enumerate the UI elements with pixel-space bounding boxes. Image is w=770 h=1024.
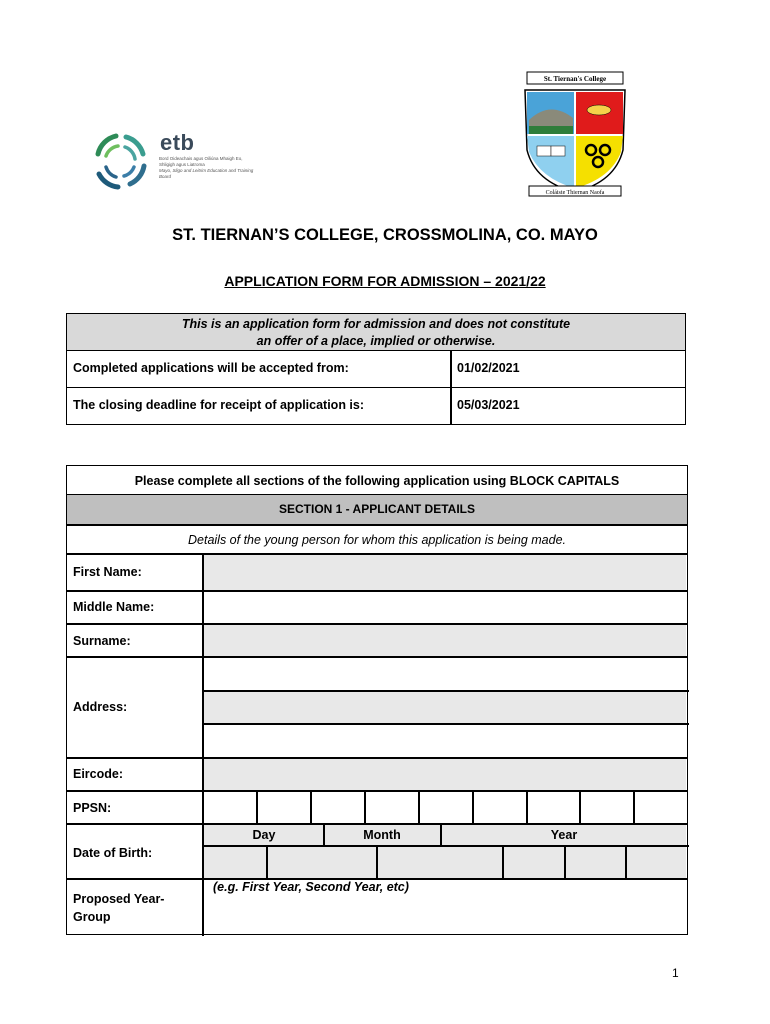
accepted-from-row: [67, 351, 685, 388]
etb-subtitle: [159, 156, 259, 180]
etb-english-line: Mayo, Sligo and Leitrim Education and Training Board: [159, 168, 254, 179]
address-line-1-field[interactable]: [204, 658, 686, 689]
first-name-field[interactable]: [204, 555, 686, 590]
svg-text:Coláiste Thiernan Naofa: Coláiste Thiernan Naofa: [545, 190, 605, 196]
address-line-2-field[interactable]: [204, 692, 686, 723]
year-group-hint-text: (e.g. First Year, Second Year, etc): [213, 880, 409, 894]
etb-irish-line: Bord Oideachais agus Oiliúna Mhaigh Eo, Shligigh agus Liatroma: [159, 156, 243, 167]
dob-input-row[interactable]: [204, 847, 686, 878]
ppsn-boxes[interactable]: [204, 792, 686, 822]
applicant-details-form: [66, 465, 688, 935]
divider: [450, 388, 452, 425]
ppsn-label: PPSN:: [73, 801, 112, 815]
year-group-field[interactable]: [204, 880, 686, 933]
svg-text:St. Tiernan's College: St. Tiernan's College: [543, 75, 607, 83]
divider: [450, 351, 452, 387]
closing-deadline-row: [67, 388, 685, 425]
etb-wordmark: etb: [160, 130, 195, 155]
accepted-from-label: Completed applications will be accepted from:: [73, 361, 349, 375]
disclaimer-line-1: This is an application form for admission and does not constitute: [181, 317, 571, 331]
address-label: Address:: [73, 700, 128, 714]
year-group-label-line-2: Group: [73, 910, 111, 924]
admission-info-box: [66, 313, 686, 425]
year-group-label-line-1: Proposed Year-: [73, 892, 165, 906]
middle-name-label: Middle Name:: [73, 600, 155, 614]
college-crest: [515, 70, 635, 200]
first-name-label: First Name:: [73, 565, 142, 579]
eircode-label: Eircode:: [73, 767, 124, 781]
page-number: 1: [672, 966, 679, 980]
address-line-3-field[interactable]: [204, 725, 686, 756]
date-of-birth-label: Date of Birth:: [73, 846, 153, 860]
disclaimer-line-2: an offer of a place, implied or otherwise.: [256, 334, 496, 348]
eircode-field[interactable]: [204, 759, 686, 790]
form-title-text: APPLICATION FORM FOR ADMISSION – 2021/22: [224, 273, 546, 289]
section-1-header: SECTION 1 - APPLICANT DETAILS: [67, 495, 687, 524]
section-1-subtitle: Details of the young person for whom this application is being made.: [188, 533, 566, 547]
accepted-from-date: 01/02/2021: [457, 361, 520, 375]
surname-label: Surname:: [73, 634, 131, 648]
surname-field[interactable]: [204, 625, 686, 656]
closing-deadline-date: 05/03/2021: [457, 398, 520, 412]
year-group-label: [73, 890, 164, 926]
middle-name-field[interactable]: [204, 592, 686, 622]
dob-month-header: Month: [363, 828, 401, 842]
dob-day-header: Day: [252, 828, 276, 842]
dob-year-header: Year: [550, 828, 578, 842]
block-capitals-instruction: Please complete all sections of the following application using BLOCK CAPITALS: [134, 474, 620, 488]
form-title: [0, 273, 770, 289]
college-title: ST. TIERNAN’S COLLEGE, CROSSMOLINA, CO. MAYO: [172, 226, 598, 244]
disclaimer-header: [67, 314, 685, 351]
closing-deadline-label: The closing deadline for receipt of application is:: [73, 398, 365, 412]
